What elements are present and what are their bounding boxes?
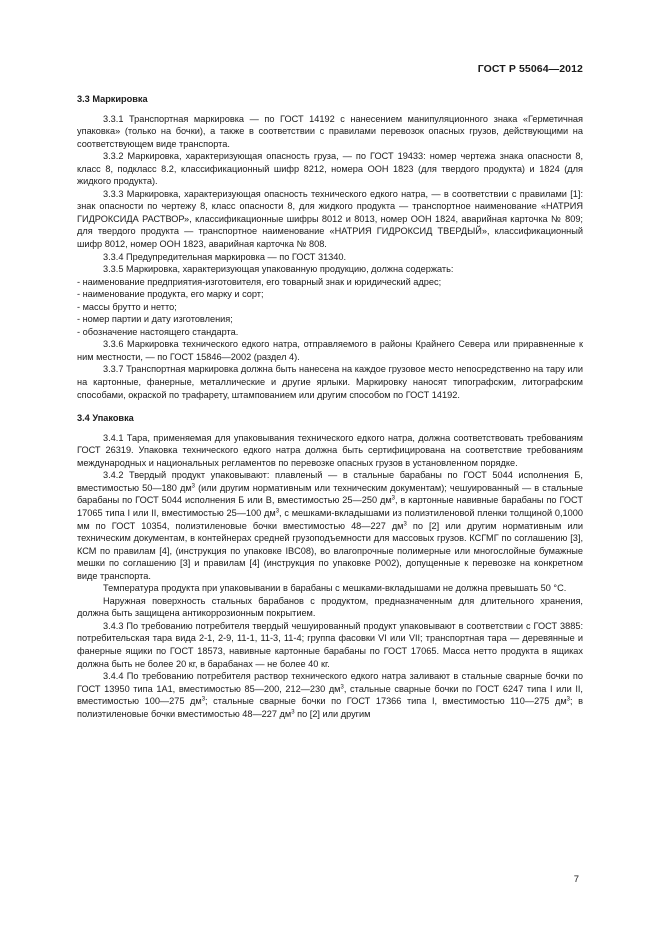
text-run: , стальные сварные бочки по ГОСТ 6247 типа I или II, вместимостью 100—275 дм	[77, 683, 583, 707]
superscript: 3	[201, 696, 206, 703]
document-body	[77, 93, 583, 720]
text-run: по [2] или другим нормативным или техническим документам, в контейнерах средней грузоподъемности для массовых грузов. КСГМГ по соглашению [3], КСМ по правилам [4], (инструкция по упаковке IBC08), во влагопрочные полимерные или многослойные бумажные мешки по соглашению [3] и правилам [4] (инструкция по упаковке Р002), допущенные к перевозке на конкретном виде транспорта.	[77, 520, 583, 581]
paragraph-3-4-4	[77, 670, 583, 720]
page-number: 7	[573, 874, 579, 885]
paragraph-3-3-3: 3.3.3 Маркировка, характеризующая опасность технического едкого натра, — в соответствии с правилами [1]: знак опасности по чертежу 8, класс опасности 8, для жидкого продукта — транспортное наименование «НАТРИЯ ГИДРОКСИДА РАСТВОР», классификационные шифры 8012 и 8013, номер ООН 1824, аварийная карточка № 809; для твердого продукта — транспортное наименование «НАТРИЯ ГИДРОКСИД ТВЕРДЫЙ», классификационный шифр 8012, номер ООН 1823, аварийная карточка № 808.	[77, 188, 583, 250]
section-title-marking: 3.3 Маркировка	[77, 94, 148, 104]
list-item: - наименование продукта, его марку и сорт;	[77, 289, 264, 300]
superscript: 3	[291, 709, 295, 716]
document-standard-number: ГОСТ Р 55064—2012	[477, 63, 583, 75]
paragraph-3-4-2	[77, 469, 583, 582]
paragraph-surface: Наружная поверхность стальных барабанов с продуктом, предназначенным для длительного хранения, должна быть защищена антикоррозионным покрытием.	[77, 595, 583, 619]
paragraph-3-3-7: 3.3.7 Транспортная маркировка должна быть нанесена на каждое грузовое место непосредственно на тару или на картонные, фанерные, металлические и другие ярлыки. Маркировку наносят типографским, литографским способами, окраской по трафарету, штампованием или другим способом по ГОСТ 14192.	[77, 364, 583, 400]
superscript: 3	[340, 684, 344, 691]
list-item: - наименование предприятия-изготовителя, его товарный знак и юридический адрес;	[77, 276, 442, 287]
list-item: - массы брутто и нетто;	[77, 301, 177, 312]
list-item: - номер партии и дату изготовления;	[77, 314, 233, 325]
paragraph-3-3-4: 3.3.4 Предупредительная маркировка — по ГОСТ 31340.	[103, 251, 347, 262]
paragraph-3-4-3: 3.4.3 По требованию потребителя твердый чешуированный продукт упаковывают в соответствии с ГОСТ 3885: потребительская тара вида 2-1, 2-9, 11-1, 11-3, 11-4; группа фасовки VI или VII; транспортная тара — деревянные и фанерные ящики по ГОСТ 18573, навивные картонные барабаны по ГОСТ 17065. Масса нетто продукта в ящиках должна быть не более 20 кг, в барабанах — не более 40 кг.	[77, 620, 583, 669]
text-run: 3.4.2 Твердый продукт упаковывают: плавленый — в стальные барабаны по ГОСТ 5044 исполнения Б, вместимостью 50—180 дм	[77, 470, 583, 493]
text-run: , с мешками-вкладышами из полиэтиленовой пленки толщиной 0,1000 мм по ГОСТ 10354, полиэтиленовые бочки вместимостью 48—227 дм	[77, 507, 583, 531]
paragraph-3-3-1: 3.3.1 Транспортная маркировка — по ГОСТ 14192 с нанесением манипуляционного знака «Герметичная упаковка» (только на бочки), а также в соответствии с правилами перевозок опасных грузов, действующими на соответствующем виде транспорта.	[77, 113, 583, 149]
paragraph-3-3-5: 3.3.5 Маркировка, характеризующая упакованную продукцию, должна содержать:	[103, 264, 454, 275]
superscript: 3	[566, 696, 570, 703]
text-run: ; стальные сварные бочки по ГОСТ 17366 типа I, вместимостью 110—275 дм	[205, 696, 567, 707]
superscript: 3	[403, 521, 407, 527]
text-run: по [2] или другим	[294, 708, 371, 719]
text-run: (или другим нормативным или техническим документам); чешуированный — в стальные барабаны по ГОСТ 5044 исполнения Б или В, вместимостью 25—250 дм	[77, 482, 583, 506]
paragraph-temperature: Температура продукта при упаковывании в барабаны с мешками-вкладышами не должна превышать 50 °С.	[103, 583, 567, 594]
superscript: 3	[391, 495, 395, 502]
superscript: 3	[191, 483, 195, 490]
paragraph-3-3-2: 3.3.2 Маркировка, характеризующая опасность груза, — по ГОСТ 19433: номер чертежа знака опасности 8, класс 8, подкласс 8.2, классификационный шифр 8212, номера ООН 1823 (для твердого продукта) и 1824 (для жидкого продукта).	[77, 151, 583, 187]
section-title-packaging: 3.4 Упаковка	[77, 413, 134, 424]
text-run: , в картонные навивные барабаны по ГОСТ 17065 типа I или II, вместимостью 25—100 дм	[77, 495, 584, 518]
paragraph-3-4-1: 3.4.1 Тара, применяемая для упаковывания технического едкого натра, должна соответствовать требованиям ГОСТ 26319. Упаковка технического едкого натра должна быть сертифицирована на соответствие требованиям международных и национальных регламентов по перевозке опасных грузов в установленном порядке.	[77, 432, 583, 468]
marking-content-list	[77, 276, 583, 339]
text-run: ; в полиэтиленовые бочки вместимостью 48—227 дм	[77, 696, 583, 719]
text-run: 3.4.4 По требованию потребителя раствор технического едкого натра заливают в стальные сварные бочки по ГОСТ 13950 типа 1А1, вместимостью 85—200, 212—230 дм	[77, 671, 583, 694]
superscript: 3	[275, 508, 280, 515]
list-item: - обозначение настоящего стандарта.	[77, 326, 239, 337]
paragraph-3-3-6: 3.3.6 Маркировка технического едкого натра, отправляемого в районы Крайнего Севера или приравненные к ним местности, — по ГОСТ 15846—2002 (раздел 4).	[77, 339, 583, 362]
